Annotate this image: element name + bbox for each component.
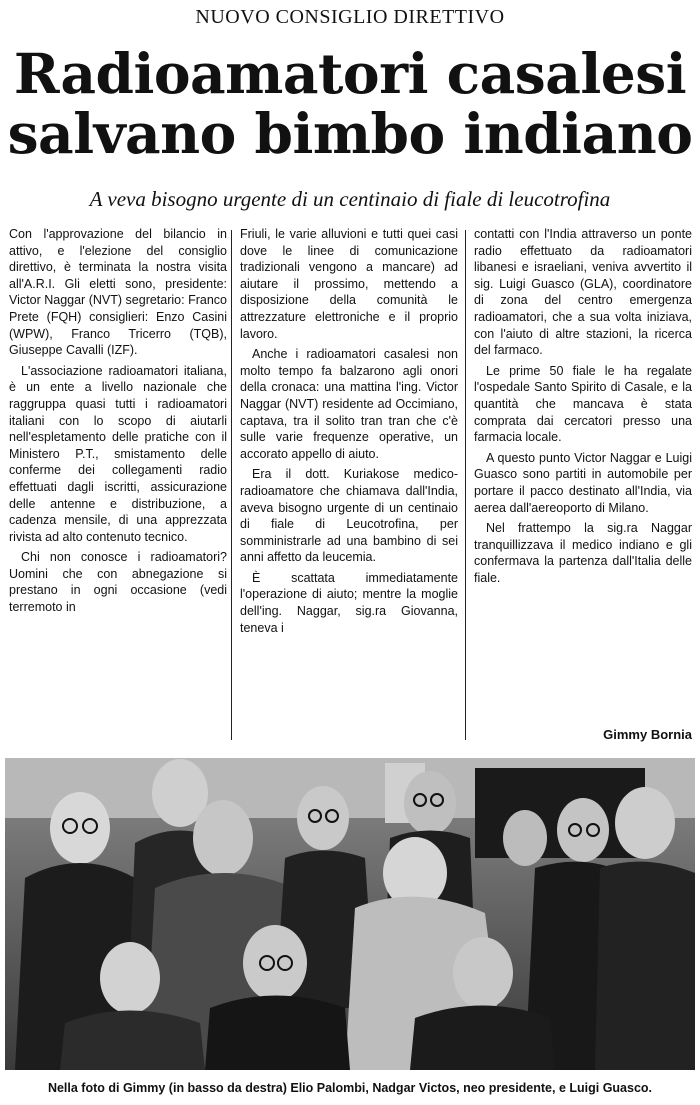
article-headline	[0, 41, 700, 166]
article-column-1	[9, 226, 227, 746]
paragraph: Nel frattempo la sig.ra Naggar tranquillizzava il medico indiano e gli confermava la partenza dall'Italia delle fiale.	[474, 521, 692, 585]
paragraph: A questo punto Victor Naggar e Luigi Guasco sono partiti in automobile per portare il pacco destinato all'India, via aerea dall'aereoporto di Milano.	[474, 450, 692, 515]
article-column-3	[474, 226, 692, 721]
paragraph: Era il dott. Kuriakose medico-radioamatore che chiamava dall'India, aveva bisogno urgente di un centinaio di fiale di Leucotrofina, per somministrarle ad una bambino di sei anni affetto da leucemia.	[240, 467, 458, 565]
article-column-2	[240, 226, 458, 746]
paragraph: contatti con l'India attraverso un ponte radio effettuato da radioamatori libanesi e israeliani, veniva avvertito il sig. Luigi Guasco (GLA), coordinatore di zona del centro emergenza radioamatori, che a sua volta iniziava, con l'aiuto di altre stazioni, la ricerca del farmaco.	[474, 227, 692, 358]
paragraph: Chi non conosce i radioamatori? Uomini che con abnegazione si prestano in ogni occasione (vedi terremoto in	[9, 550, 227, 615]
article-byline: Gimmy Bornia	[603, 727, 692, 742]
paragraph: L'associazione radioamatori italiana, è un ente a livello nazionale che raggruppa quasi tutti i radioamatori italiani con lo scopo di aiutarli nell'espletamento delle pratiche con il Ministero P.T., smistamento delle conferme dei collegamenti radio effettuati dagli iscritti, assicurazione delle antenne e distribuzione, a cadenza mensile, di una apprezzata rivista ad alto contenuto tecnico.	[9, 363, 227, 544]
article-subhead: A veva bisogno urgente di un centinaio di fiale di leucotrofina	[89, 187, 611, 211]
column-rule-1	[231, 230, 232, 740]
column-rule-2	[465, 230, 466, 740]
paragraph: È scattata immediatamente l'operazione di aiuto; mentre la moglie dell'ing. Naggar, sig.ra Giovanna, teneva i	[240, 570, 458, 635]
headline-line-2: salvano bimbo indiano	[7, 101, 693, 166]
group-photo-illustration	[5, 758, 695, 1070]
paragraph: Friuli, le varie alluvioni e tutti quei casi dove le linee di comunicazione tradizionali vengono a mancare) ad aiutare il prossimo, mettendo a disposizione della comunità le attrezzature elettroniche e il proprio lavoro.	[240, 227, 458, 341]
photo-caption: Nella foto di Gimmy (in basso da destra) Elio Palombi, Nadgar Victos, neo presidente, e Luigi Guasco.	[47, 1081, 653, 1095]
article-kicker: NUOVO CONSIGLIO DIRETTIVO	[195, 6, 505, 28]
paragraph: Anche i radioamatori casalesi non molto tempo fa balzarono agli onori della cronaca: una mattina l'ing. Victor Naggar (NVT) residente ad Occimiano, captava, tra il solito tran tran che c'è sulle varie frequenze operative, un accorato appello di aiuto.	[240, 347, 458, 461]
group-photo	[5, 758, 695, 1070]
paragraph: Le prime 50 fiale le ha regalate l'ospedale Santo Spirito di Casale, e la quantità che mancava è stata comprata dai cercatori presso una farmacia locale.	[474, 363, 692, 445]
paragraph: Con l'approvazione del bilancio in attivo, e l'elezione del consiglio direttivo, è terminata la nostra visita all'A.R.I. Gli eletti sono, presidente: Victor Naggar (NVT) segretario: Franco Prete (FQH) consiglieri: Enzo Casini (WPW), Franco Tricerro (TQB), Giuseppe Cavalli (IZF).	[9, 227, 227, 358]
headline-line-1: Radioamatori casalesi	[13, 41, 687, 106]
